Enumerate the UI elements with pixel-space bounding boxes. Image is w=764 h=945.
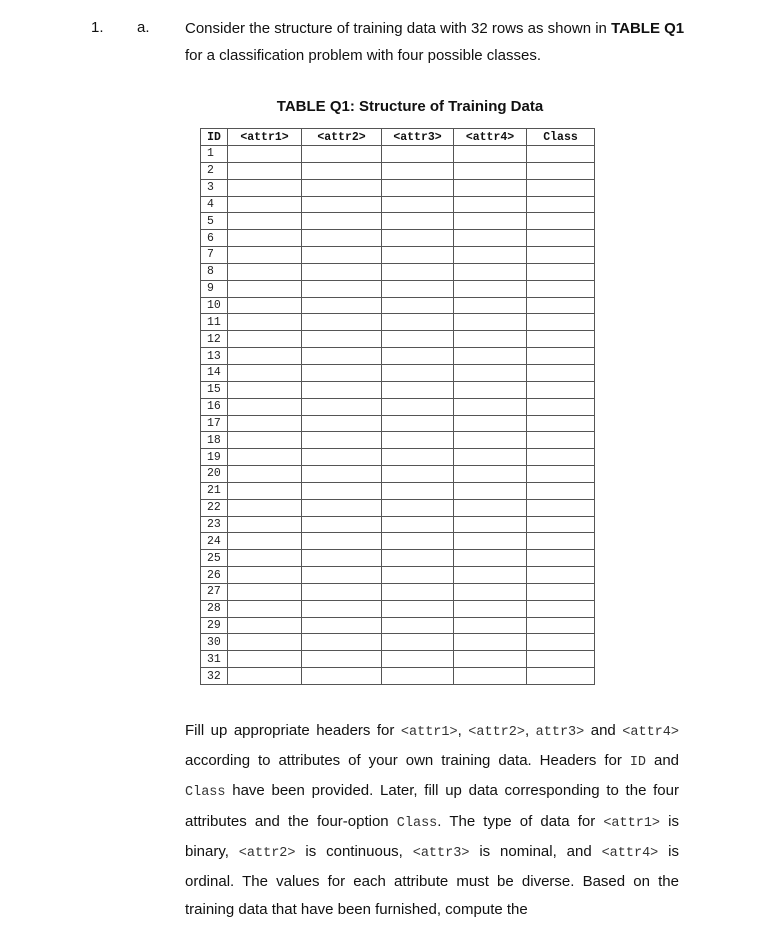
cell-class <box>527 348 595 365</box>
cell-attr1 <box>228 432 302 449</box>
table-header-row <box>201 129 595 146</box>
cell-attr1 <box>228 550 302 567</box>
table-row <box>201 364 595 381</box>
cell-attr3 <box>382 583 454 600</box>
cell-attr3 <box>382 432 454 449</box>
cell-attr3 <box>382 247 454 264</box>
cell-attr1 <box>228 600 302 617</box>
cell-class <box>527 567 595 584</box>
para-text: is ordinal. The values for each attribute must be diverse. Based on the training data that have been furnished, compute the <box>185 842 679 919</box>
cell-class <box>527 617 595 634</box>
row-id: 2 <box>201 162 228 179</box>
cell-attr1 <box>228 482 302 499</box>
cell-class <box>527 179 595 196</box>
cell-attr2 <box>302 634 382 651</box>
row-id: 27 <box>201 583 228 600</box>
table-row <box>201 398 595 415</box>
para-text: is binary, <box>185 812 679 860</box>
cell-class <box>527 230 595 247</box>
table-row <box>201 668 595 685</box>
cell-attr2 <box>302 162 382 179</box>
code-attr3: <attr3> <box>412 845 470 861</box>
row-id: 8 <box>201 263 228 280</box>
instructions-paragraph <box>185 717 679 924</box>
code-id: ID <box>629 755 647 771</box>
para-text: is continuous, <box>295 842 413 860</box>
cell-attr4 <box>454 280 527 297</box>
intro-text-1: Consider the structure of training data with 32 rows as shown in <box>185 20 612 37</box>
cell-attr4 <box>454 550 527 567</box>
cell-attr3 <box>382 348 454 365</box>
cell-attr1 <box>228 634 302 651</box>
cell-attr3 <box>382 196 454 213</box>
para-text: Fill up appropriate headers for <box>185 722 401 739</box>
cell-attr4 <box>454 432 527 449</box>
cell-attr4 <box>454 230 527 247</box>
cell-attr3 <box>382 364 454 381</box>
table-row <box>201 196 595 213</box>
cell-attr3 <box>382 499 454 516</box>
cell-class <box>527 280 595 297</box>
intro-text-2: for a classification problem with four possible classes. <box>185 47 541 64</box>
table-row <box>201 213 595 230</box>
table-row <box>201 415 595 432</box>
code-attr1: <attr1> <box>400 725 458 740</box>
cell-attr4 <box>454 533 527 550</box>
cell-attr4 <box>454 213 527 230</box>
table-row <box>201 381 595 398</box>
cell-attr2 <box>302 432 382 449</box>
cell-attr1 <box>228 213 302 230</box>
question-intro <box>185 15 685 69</box>
header-attr1: <attr1> <box>228 129 302 146</box>
cell-attr2 <box>302 230 382 247</box>
intro-table-ref: TABLE Q1 <box>611 20 685 37</box>
cell-attr2 <box>302 482 382 499</box>
row-id: 30 <box>201 634 228 651</box>
cell-attr2 <box>302 583 382 600</box>
table-row <box>201 162 595 179</box>
cell-class <box>527 482 595 499</box>
para-text: is nominal, and <box>469 842 602 860</box>
cell-attr4 <box>454 617 527 634</box>
cell-attr3 <box>382 449 454 466</box>
table-row <box>201 280 595 297</box>
cell-attr2 <box>302 146 382 163</box>
table-row <box>201 466 595 483</box>
table-row <box>201 247 595 264</box>
cell-attr1 <box>228 466 302 483</box>
cell-attr3 <box>382 280 454 297</box>
cell-class <box>527 213 595 230</box>
para-text: have been provided. Later, fill up data corresponding to the four attributes and the four-option <box>185 782 679 830</box>
cell-attr1 <box>228 247 302 264</box>
row-id: 26 <box>201 567 228 584</box>
cell-attr2 <box>302 213 382 230</box>
cell-attr2 <box>302 533 382 550</box>
row-id: 19 <box>201 449 228 466</box>
row-id: 28 <box>201 600 228 617</box>
cell-attr2 <box>302 297 382 314</box>
cell-attr3 <box>382 314 454 331</box>
cell-class <box>527 263 595 280</box>
cell-class <box>527 381 595 398</box>
cell-class <box>527 651 595 668</box>
row-id: 17 <box>201 415 228 432</box>
table-row <box>201 179 595 196</box>
cell-class <box>527 600 595 617</box>
para-text: and <box>584 722 623 739</box>
cell-attr3 <box>382 398 454 415</box>
cell-attr4 <box>454 516 527 533</box>
row-id: 18 <box>201 432 228 449</box>
cell-class <box>527 314 595 331</box>
table-row <box>201 230 595 247</box>
cell-attr4 <box>454 651 527 668</box>
cell-attr2 <box>302 550 382 567</box>
cell-attr3 <box>382 482 454 499</box>
question-number: 1. <box>91 19 104 36</box>
table-row <box>201 348 595 365</box>
cell-attr2 <box>302 567 382 584</box>
row-id: 13 <box>201 348 228 365</box>
code-attr1: <attr1> <box>603 815 661 831</box>
table-row <box>201 499 595 516</box>
cell-class <box>527 146 595 163</box>
header-class: Class <box>527 129 595 146</box>
table-row <box>201 146 595 163</box>
row-id: 22 <box>201 499 228 516</box>
cell-class <box>527 449 595 466</box>
row-id: 16 <box>201 398 228 415</box>
row-id: 32 <box>201 668 228 685</box>
cell-class <box>527 550 595 567</box>
cell-attr2 <box>302 247 382 264</box>
cell-attr4 <box>454 567 527 584</box>
cell-attr2 <box>302 651 382 668</box>
cell-attr1 <box>228 196 302 213</box>
code-attr3: attr3> <box>535 725 585 740</box>
cell-class <box>527 247 595 264</box>
row-id: 6 <box>201 230 228 247</box>
cell-class <box>527 297 595 314</box>
row-id: 25 <box>201 550 228 567</box>
cell-attr4 <box>454 634 527 651</box>
cell-attr4 <box>454 364 527 381</box>
cell-attr1 <box>228 415 302 432</box>
cell-attr3 <box>382 381 454 398</box>
row-id: 29 <box>201 617 228 634</box>
cell-class <box>527 466 595 483</box>
table-row <box>201 516 595 533</box>
cell-attr4 <box>454 196 527 213</box>
para-text: according to attributes of your own training data. Headers for <box>185 752 630 770</box>
cell-attr4 <box>454 466 527 483</box>
table-row <box>201 634 595 651</box>
para-text: and <box>646 752 680 770</box>
table-row <box>201 567 595 584</box>
cell-attr2 <box>302 331 382 348</box>
cell-attr2 <box>302 499 382 516</box>
cell-attr4 <box>454 314 527 331</box>
table-row <box>201 600 595 617</box>
cell-attr3 <box>382 331 454 348</box>
row-id: 21 <box>201 482 228 499</box>
cell-attr4 <box>454 449 527 466</box>
cell-attr1 <box>228 381 302 398</box>
row-id: 31 <box>201 651 228 668</box>
cell-attr3 <box>382 230 454 247</box>
cell-attr4 <box>454 247 527 264</box>
cell-attr2 <box>302 466 382 483</box>
cell-attr4 <box>454 297 527 314</box>
cell-attr2 <box>302 280 382 297</box>
para-text: . The type of data for <box>437 812 604 830</box>
row-id: 11 <box>201 314 228 331</box>
table-row <box>201 550 595 567</box>
cell-attr4 <box>454 583 527 600</box>
cell-attr3 <box>382 516 454 533</box>
cell-attr1 <box>228 314 302 331</box>
row-id: 14 <box>201 364 228 381</box>
cell-attr1 <box>228 617 302 634</box>
cell-attr1 <box>228 533 302 550</box>
header-id: ID <box>201 129 228 146</box>
cell-attr1 <box>228 162 302 179</box>
row-id: 4 <box>201 196 228 213</box>
code-attr4: <attr4> <box>622 725 679 740</box>
cell-class <box>527 533 595 550</box>
table-row <box>201 297 595 314</box>
cell-attr2 <box>302 449 382 466</box>
cell-attr2 <box>302 516 382 533</box>
cell-class <box>527 499 595 516</box>
table-row <box>201 651 595 668</box>
cell-attr1 <box>228 499 302 516</box>
table-row <box>201 331 595 348</box>
table-row <box>201 314 595 331</box>
cell-attr4 <box>454 331 527 348</box>
cell-class <box>527 415 595 432</box>
cell-attr1 <box>228 331 302 348</box>
cell-attr4 <box>454 146 527 163</box>
cell-class <box>527 162 595 179</box>
cell-attr2 <box>302 263 382 280</box>
cell-attr2 <box>302 348 382 365</box>
cell-attr2 <box>302 179 382 196</box>
cell-class <box>527 398 595 415</box>
table-row <box>201 449 595 466</box>
row-id: 3 <box>201 179 228 196</box>
cell-attr4 <box>454 162 527 179</box>
row-id: 7 <box>201 247 228 264</box>
cell-attr3 <box>382 213 454 230</box>
cell-attr2 <box>302 398 382 415</box>
cell-attr1 <box>228 567 302 584</box>
table-row <box>201 617 595 634</box>
cell-attr3 <box>382 567 454 584</box>
table-row <box>201 482 595 499</box>
code-class: Class <box>185 785 226 801</box>
cell-attr3 <box>382 617 454 634</box>
cell-attr2 <box>302 381 382 398</box>
row-id: 9 <box>201 280 228 297</box>
cell-attr3 <box>382 550 454 567</box>
cell-class <box>527 583 595 600</box>
training-data-table <box>200 128 595 685</box>
cell-attr3 <box>382 651 454 668</box>
table-body <box>201 146 595 685</box>
cell-attr3 <box>382 634 454 651</box>
cell-attr4 <box>454 348 527 365</box>
cell-class <box>527 516 595 533</box>
cell-attr4 <box>454 398 527 415</box>
cell-attr4 <box>454 668 527 685</box>
row-id: 24 <box>201 533 228 550</box>
cell-attr4 <box>454 415 527 432</box>
cell-attr2 <box>302 314 382 331</box>
cell-attr3 <box>382 415 454 432</box>
cell-attr2 <box>302 617 382 634</box>
row-id: 15 <box>201 381 228 398</box>
code-attr4: <attr4> <box>601 845 659 861</box>
cell-attr1 <box>228 364 302 381</box>
cell-attr1 <box>228 280 302 297</box>
cell-class <box>527 432 595 449</box>
cell-attr4 <box>454 600 527 617</box>
para-text: , <box>524 722 536 739</box>
header-attr2: <attr2> <box>302 129 382 146</box>
row-id: 12 <box>201 331 228 348</box>
cell-attr1 <box>228 348 302 365</box>
row-id: 23 <box>201 516 228 533</box>
cell-attr4 <box>454 499 527 516</box>
cell-attr1 <box>228 146 302 163</box>
cell-class <box>527 668 595 685</box>
cell-attr1 <box>228 263 302 280</box>
code-class: Class <box>396 815 438 831</box>
para-text: , <box>457 722 469 739</box>
cell-attr4 <box>454 482 527 499</box>
cell-attr4 <box>454 179 527 196</box>
cell-attr1 <box>228 651 302 668</box>
cell-attr3 <box>382 162 454 179</box>
row-id: 5 <box>201 213 228 230</box>
cell-class <box>527 364 595 381</box>
cell-attr2 <box>302 364 382 381</box>
row-id: 20 <box>201 466 228 483</box>
cell-attr3 <box>382 600 454 617</box>
cell-attr2 <box>302 600 382 617</box>
cell-attr1 <box>228 179 302 196</box>
cell-attr3 <box>382 297 454 314</box>
cell-class <box>527 331 595 348</box>
table-caption: TABLE Q1: Structure of Training Data <box>276 98 544 115</box>
cell-attr2 <box>302 668 382 685</box>
cell-attr1 <box>228 583 302 600</box>
cell-attr1 <box>228 668 302 685</box>
cell-attr4 <box>454 263 527 280</box>
table-row <box>201 583 595 600</box>
cell-attr3 <box>382 263 454 280</box>
cell-attr1 <box>228 449 302 466</box>
cell-attr1 <box>228 516 302 533</box>
code-attr2: <attr2> <box>468 725 525 740</box>
cell-attr2 <box>302 415 382 432</box>
cell-attr3 <box>382 179 454 196</box>
cell-attr3 <box>382 466 454 483</box>
cell-attr3 <box>382 533 454 550</box>
header-attr4: <attr4> <box>454 129 527 146</box>
header-attr3: <attr3> <box>382 129 454 146</box>
table-row <box>201 533 595 550</box>
cell-attr1 <box>228 398 302 415</box>
question-part: a. <box>137 19 150 36</box>
cell-attr1 <box>228 230 302 247</box>
cell-attr1 <box>228 297 302 314</box>
cell-attr4 <box>454 381 527 398</box>
cell-class <box>527 196 595 213</box>
row-id: 1 <box>201 146 228 163</box>
cell-attr3 <box>382 668 454 685</box>
cell-attr2 <box>302 196 382 213</box>
row-id: 10 <box>201 297 228 314</box>
table-row <box>201 432 595 449</box>
cell-attr3 <box>382 146 454 163</box>
code-attr2: <attr2> <box>238 845 296 861</box>
table-row <box>201 263 595 280</box>
cell-class <box>527 634 595 651</box>
